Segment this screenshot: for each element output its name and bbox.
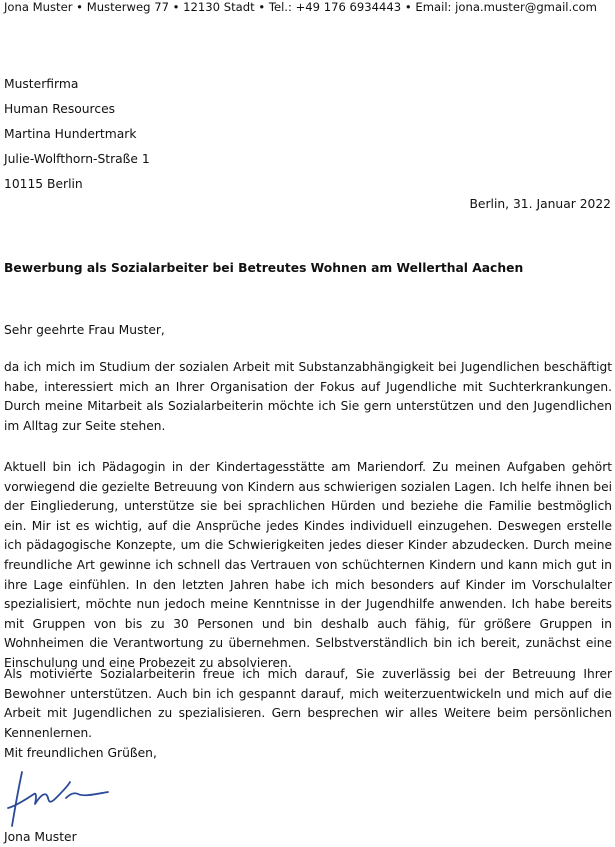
closing-phrase: Mit freundlichen Grüßen, <box>4 746 157 760</box>
recipient-company: Musterfirma <box>4 77 79 91</box>
letter-subject: Bewerbung als Sozialarbeiter bei Betreutes Wohnen am Wellerthal Aachen <box>4 261 524 275</box>
handwritten-signature <box>4 768 114 833</box>
body-paragraph-1: da ich mich im Studium der sozialen Arbeit mit Substanzabhängigkeit bei Jugendlichen beschäftigt habe, interessiert mich an Ihrer Organisation der Fokus auf Jugendliche mit Suchterkrankungen. Durch meine Mitarbeit als Sozialarbeiterin möchte ich Sie gern unterstützen und den Jugendlichen im Alltag zur Seite stehen. <box>4 360 612 433</box>
letter-date: Berlin, 31. Januar 2022 <box>469 197 611 211</box>
recipient-contact: Martina Hundertmark <box>4 127 137 141</box>
recipient-address <box>4 72 150 197</box>
recipient-street: Julie-Wolfthorn-Straße 1 <box>4 152 150 166</box>
body-paragraph-2: Aktuell bin ich Pädagogin in der Kindertagesstätte am Mariendorf. Zu meinen Aufgaben gehört vorwiegend die gezielte Betreuung von Kindern aus schwierigen sozialen Lagen. Ich helfe ihnen bei der Eingliederung, unterstütze sie bei sprachlichen Hürden und beziehe die Familie bestmöglich ein. Mir ist es wichtig, auf die Ansprüche jedes Kindes individuell einzugehen. Deswegen erstelle ich pädagogische Konzepte, um die Schwierigkeiten jedes dieser Kinder abzudecken. Durch meine freundliche Art gewinne ich schnell das Vertrauen von schüchternen Kindern und kann mich gut in ihre Lage einfühlen. In den letzten Jahren habe ich mich besonders auf Kinder im Vorschulalter spezialisiert, möchte nun jedoch meine Kenntnisse in der Jugendhilfe anwenden. Ich habe bereits mit Gruppen von bis zu 30 Personen und bin deshalb auch fähig, für größere Gruppen in Wohnheimen die Verantwortung zu übernehmen. Selbstverständlich bin ich bereit, zunächst eine Einschulung und eine Probezeit zu absolvieren. <box>4 460 612 670</box>
recipient-department: Human Resources <box>4 102 116 116</box>
sender-header: Jona Muster • Musterweg 77 • 12130 Stadt • Tel.: +49 176 6934443 • Email: jona.muster@gmail.com <box>4 0 597 14</box>
signature-stroke <box>8 772 108 826</box>
body-paragraph-3: Als motivierte Sozialarbeiterin freue ich mich darauf, Sie zuverlässig bei der Betreuung Ihrer Bewohner unterstützen. Auch bin ich gespannt darauf, mich weiterzuentwickeln und mich auf die Arbeit mit Jugendlichen zu spezialisieren. Gern besprechen wir alles Weitere beim persönlichen Kennenlernen. <box>4 667 612 740</box>
recipient-city: 10115 Berlin <box>4 177 83 191</box>
signer-name: Jona Muster <box>4 830 77 844</box>
salutation: Sehr geehrte Frau Muster, <box>4 323 165 337</box>
